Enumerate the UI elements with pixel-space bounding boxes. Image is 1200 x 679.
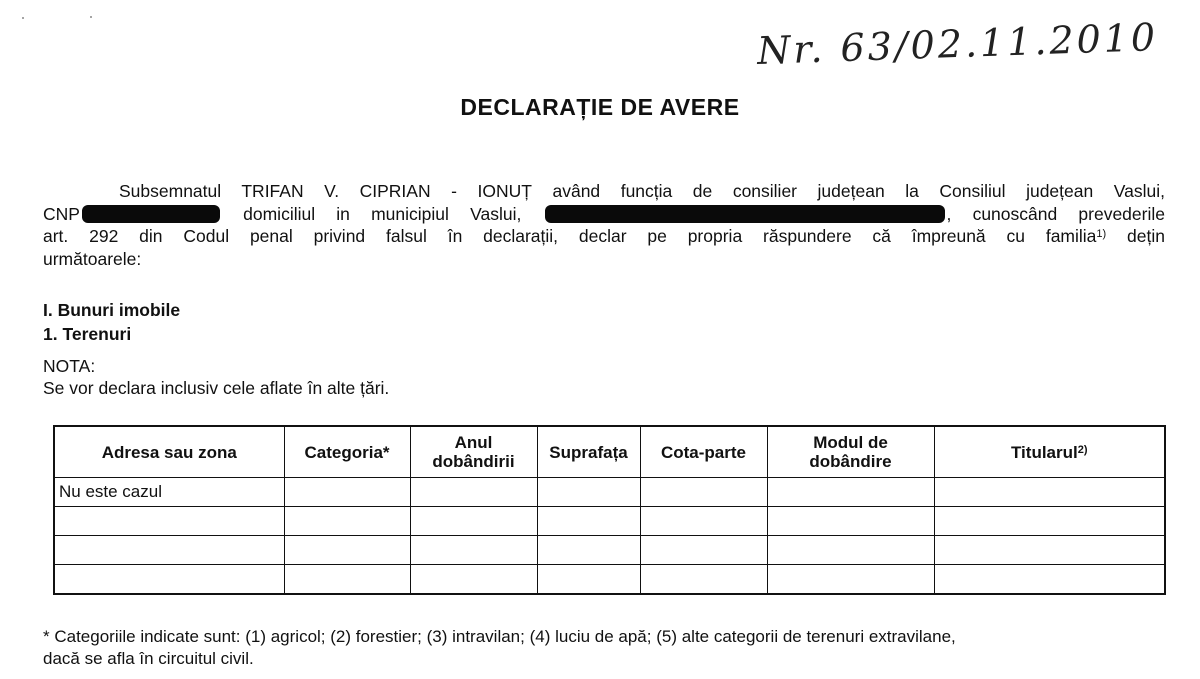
table-cell — [537, 565, 640, 595]
table-cell — [934, 478, 1165, 507]
footnote-line-1: * Categoriile indicate sunt: (1) agricol; (2) forestier; (3) intravilan; (4) luciu de apă; (5) alte categorii de terenuri extravilane, — [43, 627, 956, 646]
table-cell — [54, 536, 284, 565]
table-row — [54, 507, 1165, 536]
header-mode — [767, 426, 934, 478]
scan-speck — [90, 16, 92, 18]
table-cell — [934, 536, 1165, 565]
header-year — [410, 426, 537, 478]
table-cell — [284, 478, 410, 507]
header-year-line-2: dobândirii — [432, 452, 515, 471]
table-cell — [640, 478, 767, 507]
header-year-line-1: Anul — [454, 433, 493, 452]
table-cell — [640, 536, 767, 565]
penal-code-text: art. 292 din Codul penal privind falsul în declarații, declar pe propria răspundere că împreună cu familia — [43, 226, 1097, 246]
document-title: DECLARAȚIE DE AVERE — [460, 94, 740, 120]
redacted-address — [545, 205, 945, 223]
table-cell — [537, 507, 640, 536]
category-footnote — [43, 626, 1165, 670]
header-category: Categoria* — [284, 426, 410, 478]
table-header-row — [54, 426, 1165, 478]
subsection-heading: 1. Terenuri — [43, 324, 132, 344]
table-cell — [934, 507, 1165, 536]
table-row — [54, 478, 1165, 507]
redacted-cnp — [82, 205, 220, 223]
following-text: următoarele: — [43, 248, 142, 269]
domicile-text: domiciliul in municipiul Vaslui, — [243, 203, 522, 224]
paragraph-line-2 — [43, 203, 1165, 226]
declarant-text: Subsemnatul TRIFAN V. CIPRIAN - IONUȚ având funcția de consilier județean la Consiliul județean Vaslui, — [119, 181, 1165, 201]
table-cell — [640, 565, 767, 595]
declaration-paragraph — [43, 180, 1165, 270]
paragraph-line-1 — [43, 180, 1165, 203]
registration-number: Nr. 63/02.11.2010 — [756, 15, 1159, 73]
table-cell — [54, 507, 284, 536]
table-cell: Nu este cazul — [54, 478, 284, 507]
header-share: Cota-parte — [640, 426, 767, 478]
table-cell — [410, 478, 537, 507]
paragraph-line-4 — [43, 248, 1165, 271]
table-cell — [767, 478, 934, 507]
header-holder-label: Titularul — [1010, 442, 1078, 462]
table-body — [54, 478, 1165, 595]
footnote-ref-2: 2) — [1077, 443, 1088, 456]
paragraph-line-3 — [43, 225, 1165, 248]
table-cell — [410, 536, 537, 565]
note-text: Se vor declara inclusiv cele aflate în alte țări. — [43, 378, 390, 398]
hold-text: dețin — [1127, 226, 1165, 246]
header-mode-line-1: Modul de — [813, 433, 888, 452]
scan-speck — [22, 17, 24, 19]
table-cell — [767, 565, 934, 595]
table-cell — [537, 536, 640, 565]
knowing-provisions-text: , cunoscând prevederile — [946, 203, 1165, 224]
header-area: Suprafața — [537, 426, 640, 478]
table-row — [54, 536, 1165, 565]
table-cell — [934, 565, 1165, 595]
header-address: Adresa sau zona — [54, 426, 284, 478]
table-cell — [410, 565, 537, 595]
section-heading: I. Bunuri imobile — [43, 300, 181, 320]
table-cell — [537, 478, 640, 507]
table-cell — [767, 536, 934, 565]
table-cell — [284, 565, 410, 595]
header-holder — [934, 426, 1165, 478]
table-cell — [284, 536, 410, 565]
footnote-line-2: dacă se afla în circuitul civil. — [43, 649, 254, 668]
table-cell — [767, 507, 934, 536]
footnote-ref-1: 1) — [1096, 228, 1107, 240]
note-label: NOTA: — [43, 356, 96, 376]
table-cell — [640, 507, 767, 536]
cnp-label: CNP — [43, 203, 80, 224]
header-mode-line-2: dobândire — [809, 452, 892, 471]
table-cell — [284, 507, 410, 536]
table-cell — [410, 507, 537, 536]
table-cell — [54, 565, 284, 595]
land-table — [53, 425, 1166, 595]
table-row — [54, 565, 1165, 595]
